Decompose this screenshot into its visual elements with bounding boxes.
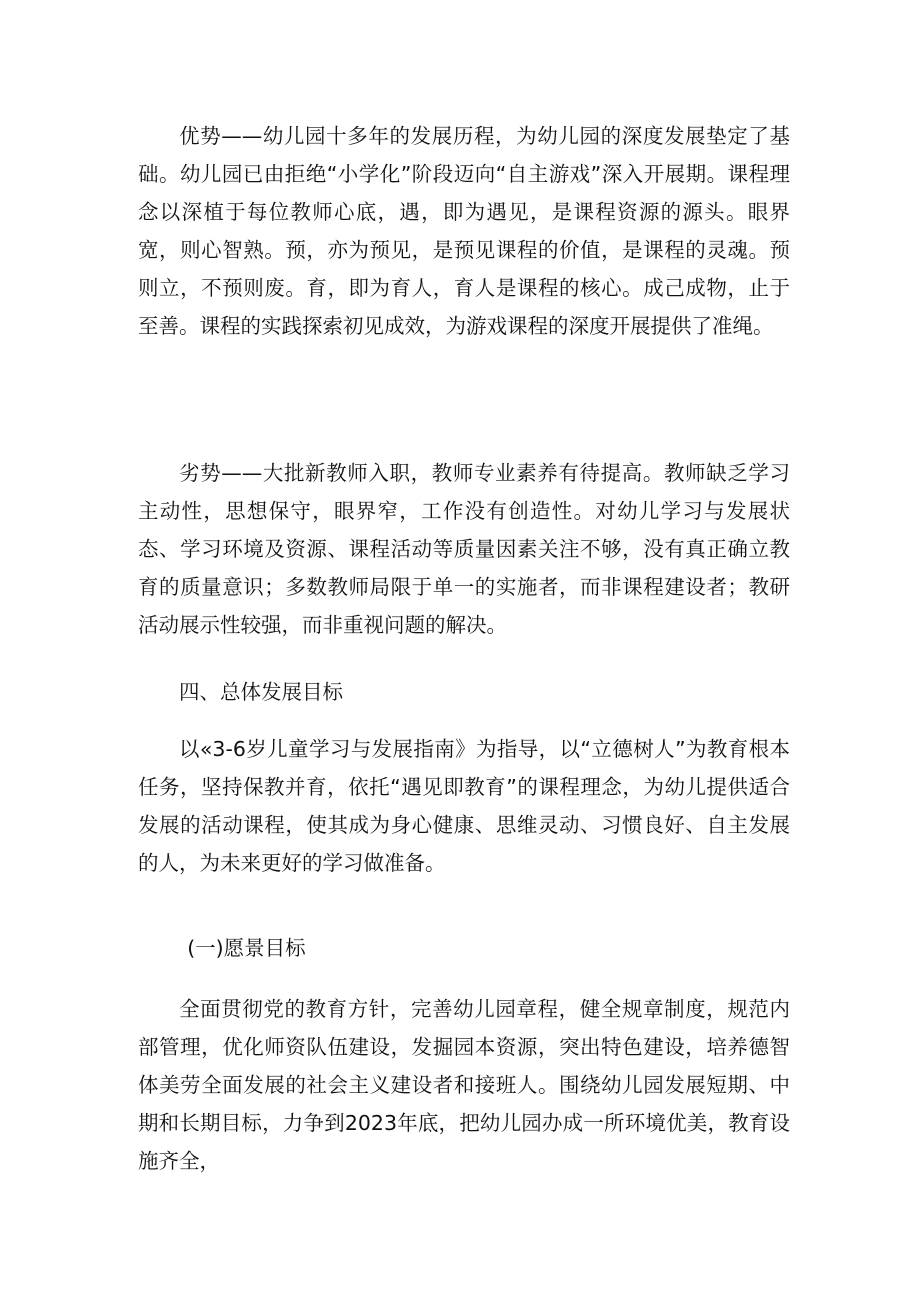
- subsection-heading-vision: (一)愿景目标: [187, 936, 306, 960]
- paragraph-policy: 全面贯彻党的教育方针，完善幼儿园章程，健全规章制度，规范内部管理，优化师资队伍建设，发掘园本资源，突出特色建设，培养德智体美劳全面发展的社会主义建设者和接班人。围绕幼儿园发展短期、中期和长期目标，力争到2023年底，把幼儿园办成一所环境优美，教育设施齐全，: [138, 997, 790, 1173]
- guideline-block: [138, 730, 790, 882]
- section-heading-overall-goal: 四、总体发展目标: [179, 680, 343, 704]
- paragraph-guideline: 以«3-6岁儿童学习与发展指南》为指导，以“立德树人”为教育根本任务，坚持保教并育，依托“遇见即教育”的课程理念，为幼儿提供适合发展的活动课程，使其成为身心健康、思维灵动、习惯良好、自主发展的人，为未来更好的学习做准备。: [138, 737, 790, 875]
- weaknesses-block: [138, 454, 790, 644]
- vision-heading-block: [138, 929, 790, 967]
- paragraph-weaknesses: 劣势——大批新教师入职，教师专业素养有待提高。教师缺乏学习主动性，思想保守，眼界窄，工作没有创造性。对幼儿学习与发展状态、学习环境及资源、课程活动等质量因素关注不够，没有真正确立教育的质量意识；多数教师局限于单一的实施者，而非课程建设者；教研活动展示性较强，而非重视问题的解决。: [138, 461, 790, 637]
- paragraph-strengths: 优势——幼儿园十多年的发展历程，为幼儿园的深度发展垫定了基础。幼儿园已由拒绝“小学化”阶段迈向“自主游戏”深入开展期。课程理念以深植于每位教师心底，遇，即为遇见，是课程资源的源头。眼界宽，则心智熟。预，亦为预见，是预见课程的价值，是课程的灵魂。预则立，不预则废。育，即为育人，育人是课程的核心。成己成物，止于至善。课程的实践探索初见成效，为游戏课程的深度开展提供了准绳。: [138, 124, 790, 338]
- strengths-block: [138, 117, 790, 345]
- policy-block: [138, 990, 790, 1180]
- goal-heading-block: [138, 673, 790, 711]
